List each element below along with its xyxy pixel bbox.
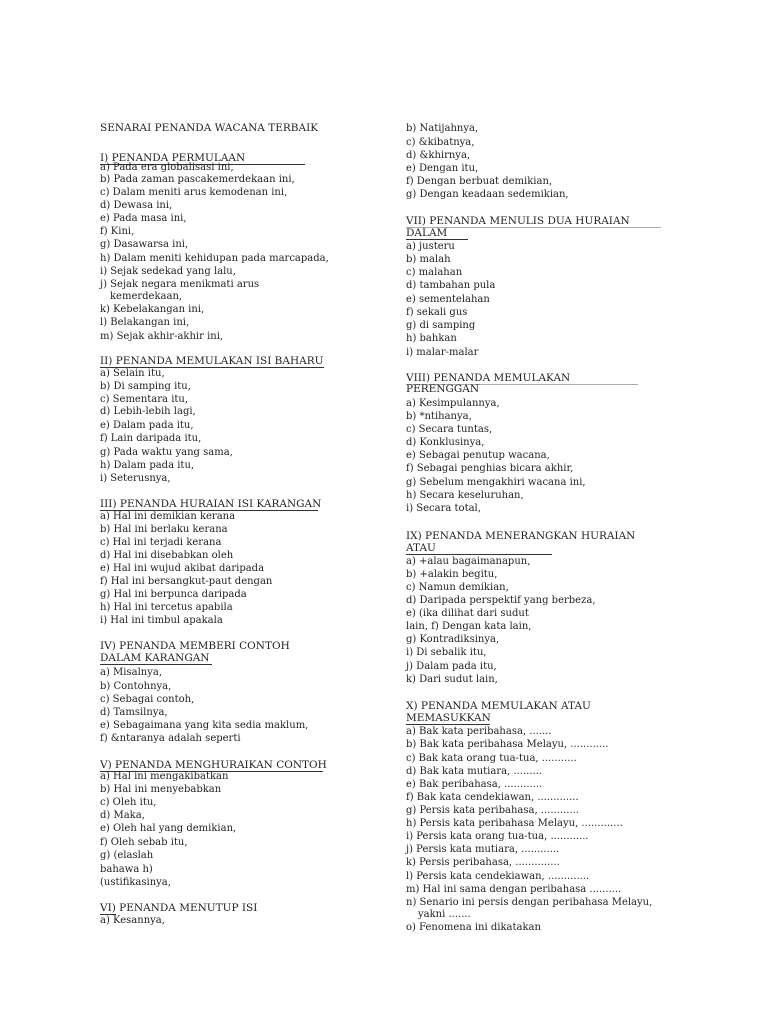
section-heading: III) PENANDA HURAIAN ISI KARANGAN: [100, 498, 322, 510]
section-heading: X) PENANDA MEMULAKAN ATAU: [406, 700, 591, 712]
list-item: g) Sebelum mengakhiri wacana ini,: [406, 477, 586, 488]
list-item: g) Persis kata peribahasa, ............: [406, 805, 579, 816]
list-item: f) Bak kata cendekiawan, .............: [406, 792, 579, 803]
list-item: j) Persis kata mutiara, ............: [406, 844, 560, 855]
list-item: e) sementelahan: [406, 294, 490, 305]
list-item: b) +alakin begitu,: [406, 569, 498, 580]
section-heading: DALAM: [406, 227, 448, 239]
section-heading: IV) PENANDA MEMBERI CONTOH: [100, 640, 290, 652]
list-item: a) Bak kata peribahasa, .......: [406, 726, 552, 737]
list-item: kemerdekaan,: [110, 291, 183, 302]
list-item: b) Contohnya,: [100, 681, 172, 692]
section-heading: IX) PENANDA MENERANGKAN HURAIAN: [406, 530, 636, 542]
list-item: d) &khirnya,: [406, 150, 471, 161]
section-heading: MEMASUKKAN: [406, 712, 491, 724]
list-item: e) Pada masa ini,: [100, 213, 187, 224]
list-item: g) Hal ini berpunca daripada: [100, 589, 247, 600]
list-item: g) Dasawarsa ini,: [100, 239, 189, 250]
list-item: b) malah: [406, 254, 451, 265]
section-heading: ATAU: [406, 542, 436, 554]
list-item: c) Namun demikian,: [406, 582, 509, 593]
list-item: i) Di sebalik itu,: [406, 647, 487, 658]
list-item: e) Dengan itu,: [406, 163, 479, 174]
list-item: d) Daripada perspektif yang berbeza,: [406, 595, 596, 606]
section-heading: VIII) PENANDA MEMULAKAN: [406, 372, 571, 384]
list-item: e) Dalam pada itu,: [100, 420, 194, 431]
list-item: (ustifikasinya,: [100, 877, 171, 888]
section-heading: SENARAI PENANDA WACANA TERBAIK: [100, 122, 319, 134]
list-item: f) Sebagai penghias bicara akhir,: [406, 463, 574, 474]
list-item: h) Dalam pada itu,: [100, 460, 195, 471]
list-item: i) Secara total,: [406, 503, 481, 514]
list-item: c) Sementara itu,: [100, 394, 189, 405]
heading-underline: [406, 724, 490, 725]
list-item: e) Oleh hal yang demikian,: [100, 823, 237, 834]
list-item: a) Kesimpulannya,: [406, 398, 500, 409]
list-item: k) Dari sudut lain,: [406, 674, 498, 685]
list-item: d) Tamsilnya,: [100, 707, 168, 718]
section-heading: II) PENANDA MEMULAKAN ISI BAHARU: [100, 355, 324, 367]
list-item: l) Persis kata cendekiawan, .............: [406, 871, 590, 882]
list-item: a) +alau bagaimanapun,: [406, 556, 531, 567]
section-heading: V) PENANDA MENGHURAIKAN CONTOH: [100, 759, 327, 771]
list-item: g) Kontradiksinya,: [406, 634, 500, 645]
list-item: d) tambahan pula: [406, 280, 496, 291]
list-item: a) justeru: [406, 241, 455, 252]
list-item: h) Hal ini tercetus apabila: [100, 602, 233, 613]
list-item: c) Bak kata orang tua-tua, ...........: [406, 753, 577, 764]
list-item: i) Hal ini timbul apakala: [100, 615, 223, 626]
section-heading: VI) PENANDA MENUTUP ISI: [100, 902, 258, 914]
list-item: b) Di samping itu,: [100, 381, 191, 392]
list-item: a) Misalnya,: [100, 667, 163, 678]
list-item: d) Hal ini disebabkan oleh: [100, 550, 234, 561]
list-item: c) Hal ini terjadi kerana: [100, 537, 222, 548]
list-item: h) bahkan: [406, 333, 457, 344]
list-item: a) Selain itu,: [100, 368, 165, 379]
list-item: o) Fenomena ini dikatakan: [406, 922, 541, 933]
list-item: h) Dalam meniti kehidupan pada marcapada,: [100, 253, 329, 264]
list-item: f) Kini,: [100, 226, 135, 237]
list-item: b) Hal ini menyebabkan: [100, 784, 222, 795]
list-item: m) Sejak akhir-akhir ini,: [100, 331, 224, 342]
list-item: a) Pada era globalisasi ini,: [100, 162, 234, 173]
list-item: f) Lain daripada itu,: [100, 433, 202, 444]
section-heading: PERENGGAN: [406, 383, 480, 395]
list-item: f) Oleh sebab itu,: [100, 837, 188, 848]
list-item: b) Natijahnya,: [406, 123, 479, 134]
list-item: b) Hal ini berlaku kerana: [100, 524, 228, 535]
list-item: f) Hal ini bersangkut-paut dengan: [100, 576, 273, 587]
list-item: g) Pada waktu yang sama,: [100, 447, 233, 458]
list-item: d) Dewasa ini,: [100, 200, 173, 211]
list-item: lain, f) Dengan kata lain,: [406, 621, 532, 632]
list-item: g) Dengan keadaan sedemikian,: [406, 189, 569, 200]
list-item: e) Sebagai penutup wacana,: [406, 450, 550, 461]
list-item: c) Sebagai contoh,: [100, 694, 195, 705]
list-item: i) Persis kata orang tua-tua, ............: [406, 831, 589, 842]
list-item: i) Sejak sedekad yang lalu,: [100, 266, 236, 277]
list-item: i) malar-malar: [406, 347, 479, 358]
list-item: b) Bak kata peribahasa Melayu, ............: [406, 739, 609, 750]
list-item: a) Hal ini mengakibatkan: [100, 771, 229, 782]
list-item: j) Sejak negara menikmati arus: [100, 279, 260, 290]
list-item: yakni .......: [418, 909, 471, 920]
list-item: a) Hal ini demikian kerana: [100, 511, 236, 522]
list-item: k) Persis peribahasa, ..............: [406, 857, 560, 868]
list-item: b) *ntihanya,: [406, 411, 472, 422]
list-item: e) (ika dilihat dari sudut: [406, 608, 529, 619]
list-item: c) &kibatnya,: [406, 137, 475, 148]
list-item: d) Konklusinya,: [406, 437, 485, 448]
list-item: d) Maka,: [100, 810, 145, 821]
list-item: d) Bak kata mutiara, .........: [406, 766, 543, 777]
list-item: h) Persis kata peribahasa Melayu, .............: [406, 818, 623, 829]
list-item: bahawa h): [100, 864, 153, 875]
list-item: g) di samping: [406, 320, 476, 331]
section-heading: I) PENANDA PERMULAAN: [100, 152, 246, 164]
list-item: e) Sebagaimana yang kita sedia maklum,: [100, 720, 309, 731]
list-item: j) Dalam pada itu,: [406, 661, 497, 672]
list-item: h) Secara keseluruhan,: [406, 490, 524, 501]
list-item: c) malahan: [406, 267, 463, 278]
list-item: g) (elaslah: [100, 850, 154, 861]
list-item: b) Pada zaman pascakemerdekaan ini,: [100, 174, 295, 185]
list-item: e) Hal ini wujud akibat daripada: [100, 563, 265, 574]
heading-underline: [406, 554, 552, 555]
heading-underline: [406, 239, 468, 240]
heading-underline: [100, 664, 212, 665]
list-item: m) Hal ini sama dengan peribahasa ..........: [406, 884, 622, 895]
list-item: l) Belakangan ini,: [100, 317, 190, 328]
list-item: e) Bak peribahasa, ............: [406, 779, 543, 790]
list-item: f) sekali gus: [406, 307, 468, 318]
list-item: f) Dengan berbuat demikian,: [406, 176, 553, 187]
list-item: a) Kesannya,: [100, 915, 165, 926]
section-heading: DALAM KARANGAN: [100, 652, 210, 664]
section-heading: VII) PENANDA MENULIS DUA HURAIAN: [406, 215, 630, 227]
list-item: c) Dalam meniti arus kemodenan ini,: [100, 187, 288, 198]
list-item: n) Senario ini persis dengan peribahasa Melayu,: [406, 897, 653, 908]
list-item: k) Kebelakangan ini,: [100, 304, 205, 315]
list-item: c) Oleh itu,: [100, 797, 157, 808]
list-item: f) &ntaranya adalah seperti: [100, 733, 241, 744]
list-item: d) Lebih-lebih lagi,: [100, 406, 196, 417]
list-item: i) Seterusnya,: [100, 473, 171, 484]
list-item: c) Secara tuntas,: [406, 424, 493, 435]
